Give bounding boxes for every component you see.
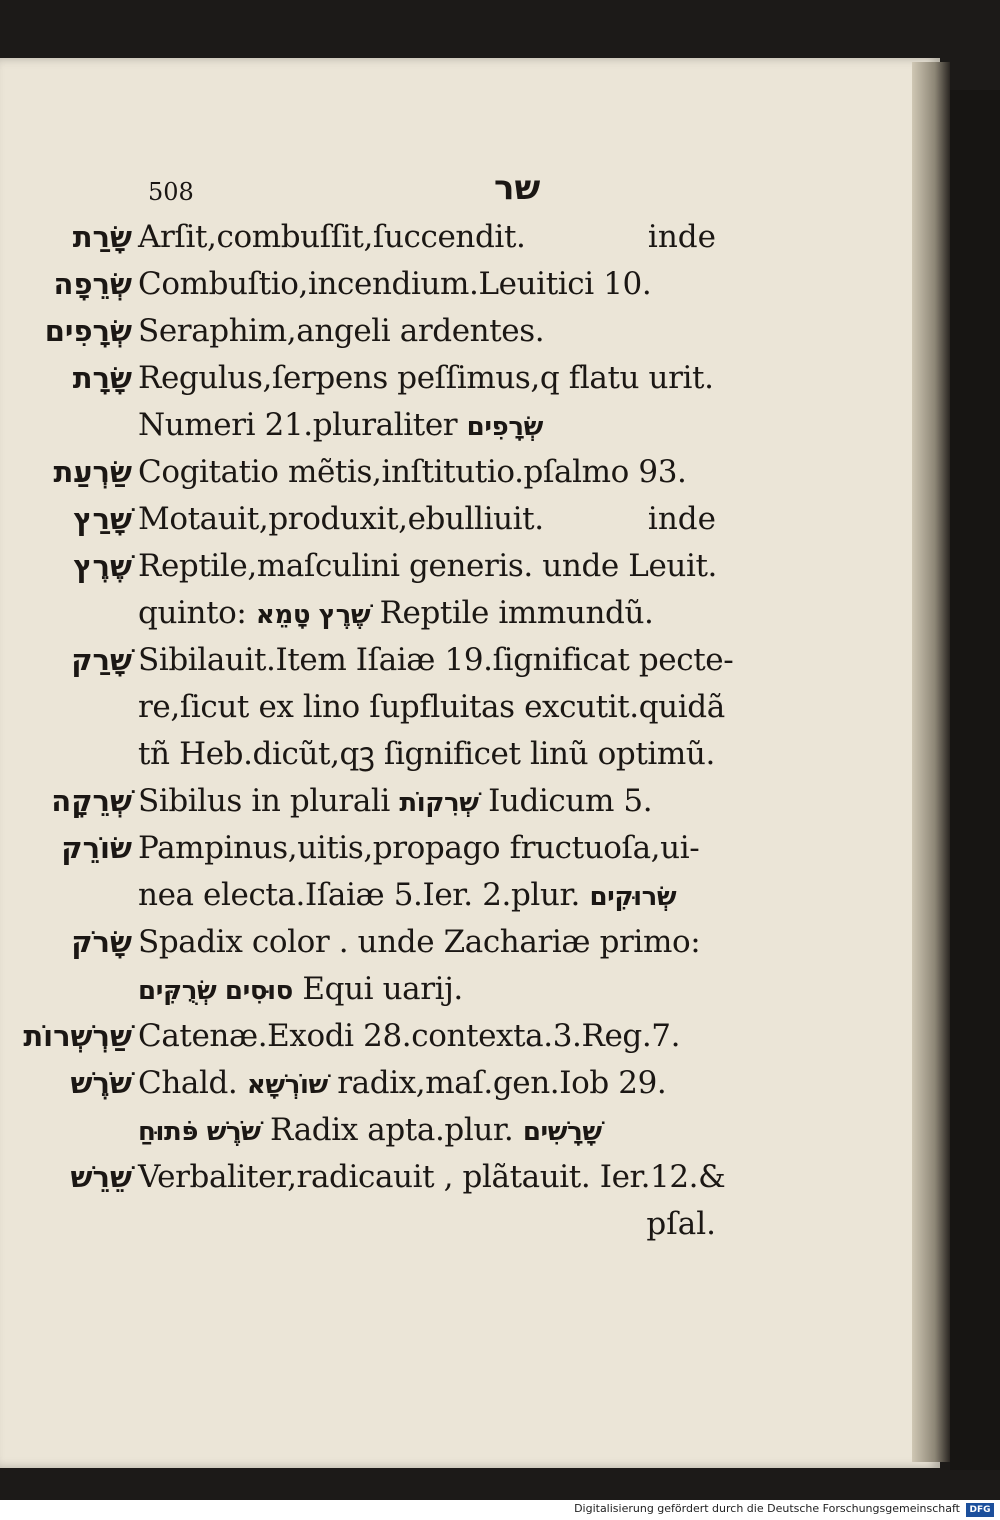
definition-text: [138, 731, 715, 778]
entry-line: [0, 496, 760, 543]
latin-text: re,ſicut ex lino ſupfluitas excutit.quidã: [138, 689, 725, 725]
hebrew-headword: שְׂרָפִים: [44, 314, 132, 348]
latin-text: Verbaliter,radicauit , plãtauit. Ier.12.&: [138, 1159, 726, 1195]
definition-text: [138, 684, 725, 731]
definition-text: [138, 355, 714, 402]
hebrew-word: שֹׁרֶשׁ פֹּתוּחַ: [138, 1117, 261, 1147]
entry-line: [0, 590, 760, 637]
hebrew-headword: שָׂרָת: [72, 361, 132, 395]
hebrew-headword: שֶׁרֶץ: [73, 549, 132, 583]
right-aligned-word: inde: [647, 501, 716, 537]
hebrew-headword: שַׁרְשְׁרוֹת: [23, 1019, 132, 1053]
hebrew-word: שְׂרוּקִים: [589, 882, 677, 912]
definition-text: [138, 1013, 680, 1060]
definition-text: [138, 825, 699, 872]
hebrew-headword: שְׂרֵפָה: [53, 267, 132, 301]
page-header: [0, 168, 1000, 208]
latin-text: Catenæ.Exodi 28.contexta.3.Reg.7.: [138, 1018, 681, 1054]
latin-text: Pampinus,uitis,propago fructuoſa,ui-: [138, 830, 700, 866]
definition-text: [138, 919, 700, 966]
latin-text: Iudicum 5.: [478, 783, 653, 819]
latin-text: Sibilus in plurali: [138, 783, 400, 819]
right-aligned-word: inde: [647, 219, 716, 255]
definition-text: [138, 261, 651, 308]
entry-line: [0, 355, 760, 402]
entry-line: [0, 261, 760, 308]
definition-text: [138, 214, 525, 261]
definition-text: [138, 1107, 602, 1156]
latin-text: radix,maſ.gen.Iob 29.: [327, 1065, 667, 1101]
entry-line: [0, 214, 760, 261]
latin-text: Cogitatio mẽtis,inſtitutio.pſalmo 93.: [138, 454, 687, 490]
entry-line: [0, 543, 760, 590]
dictionary-entries: [0, 214, 760, 1248]
hebrew-headword: שָׁרַץ: [73, 502, 132, 536]
entry-line: [0, 919, 760, 966]
hebrew-headword: שָׂרַת: [72, 220, 132, 254]
page-number: 508: [148, 178, 194, 206]
hebrew-word: שְׂרָפִים: [466, 412, 543, 442]
latin-text: Spadix color . unde Zachariæ primo:: [138, 924, 701, 960]
book-cover-edge: [950, 90, 1000, 1470]
latin-text: Regulus,ſerpens peſſimus,q flatu urit.: [138, 360, 714, 396]
right-aligned-word: pſal.: [646, 1206, 716, 1242]
funding-credit: Digitalisierung gefördert durch die Deutsche Forschungsgemeinschaft: [574, 1502, 960, 1515]
definition-text: [138, 590, 654, 639]
entry-line: [0, 1201, 760, 1248]
page-fore-edge: [912, 62, 950, 1462]
hebrew-headword: שֹׁרֶשׁ: [70, 1066, 132, 1100]
latin-text: Equi uarij.: [292, 971, 463, 1007]
latin-text: quinto:: [138, 595, 256, 631]
hebrew-word: שׁוֹרְשָׁא: [246, 1070, 328, 1100]
definition-text: [138, 496, 544, 543]
entry-line: [0, 684, 760, 731]
entry-line: [0, 966, 760, 1013]
entry-line: [0, 1107, 760, 1154]
hebrew-headword: שְׁרֵקָה: [51, 784, 132, 818]
hebrew-headword: שׂוֹרֵק: [61, 831, 132, 865]
latin-text: Arſit,combuſſit,ſuccendit.: [138, 219, 526, 255]
latin-text: Seraphim,angeli ardentes.: [138, 313, 545, 349]
entry-line: [0, 731, 760, 778]
hebrew-headword: שֵׁרֵשׁ: [70, 1160, 132, 1194]
definition-text: [138, 637, 733, 684]
dfg-logo: DFG: [966, 1503, 994, 1517]
hebrew-word: שָׁרָשִׁים: [522, 1117, 602, 1147]
hebrew-word: שְׁרִקוֹת: [399, 788, 479, 818]
entry-line: [0, 402, 760, 449]
entry-line: [0, 1154, 760, 1201]
latin-text: Numeri 21.pluraliter: [138, 407, 467, 443]
entry-line: [0, 1060, 760, 1107]
definition-text: [138, 308, 544, 355]
hebrew-headword: שַׂרְעַת: [53, 455, 132, 489]
latin-text: nea electa.Iſaiæ 5.Ier. 2.plur.: [138, 877, 590, 913]
definition-text: [138, 402, 543, 451]
hebrew-headword: שָׁרַק: [71, 643, 132, 677]
entry-line: [0, 872, 760, 919]
definition-text: [138, 778, 652, 827]
hebrew-word: שֶׁרֶץ טָמֵא: [255, 600, 371, 630]
definition-text: [138, 449, 686, 496]
definition-text: [138, 1060, 666, 1109]
definition-text: [138, 966, 463, 1015]
definition-text: [138, 1154, 725, 1201]
latin-text: Sibilauit.Item Iſaiæ 19.ſignificat pecte-: [138, 642, 734, 678]
entry-line: [0, 825, 760, 872]
latin-text: Reptile,maſculini generis. unde Leuit.: [138, 548, 718, 584]
definition-text: [138, 872, 676, 921]
entry-line: [0, 1013, 760, 1060]
latin-text: Motauit,produxit,ebulliuit.: [138, 501, 544, 537]
entry-line: [0, 308, 760, 355]
latin-text: Chald.: [138, 1065, 247, 1101]
latin-text: Radix apta.plur.: [260, 1112, 523, 1148]
running-head: שר: [494, 168, 541, 208]
hebrew-headword: שָׂרֹק: [71, 925, 132, 959]
entry-line: [0, 637, 760, 684]
entry-line: [0, 449, 760, 496]
entry-line: [0, 778, 760, 825]
latin-text: Reptile immundũ.: [370, 595, 654, 631]
footer-bar: [0, 1500, 1000, 1520]
latin-text: Combuſtio,incendium.Leuitici 10.: [138, 266, 652, 302]
definition-text: [138, 543, 717, 590]
hebrew-word: סוּסִים שְׂרֻקִּים: [138, 976, 293, 1006]
latin-text: tñ Heb.dicũt,qꝫ ſignificet linũ optimũ.: [138, 736, 715, 772]
